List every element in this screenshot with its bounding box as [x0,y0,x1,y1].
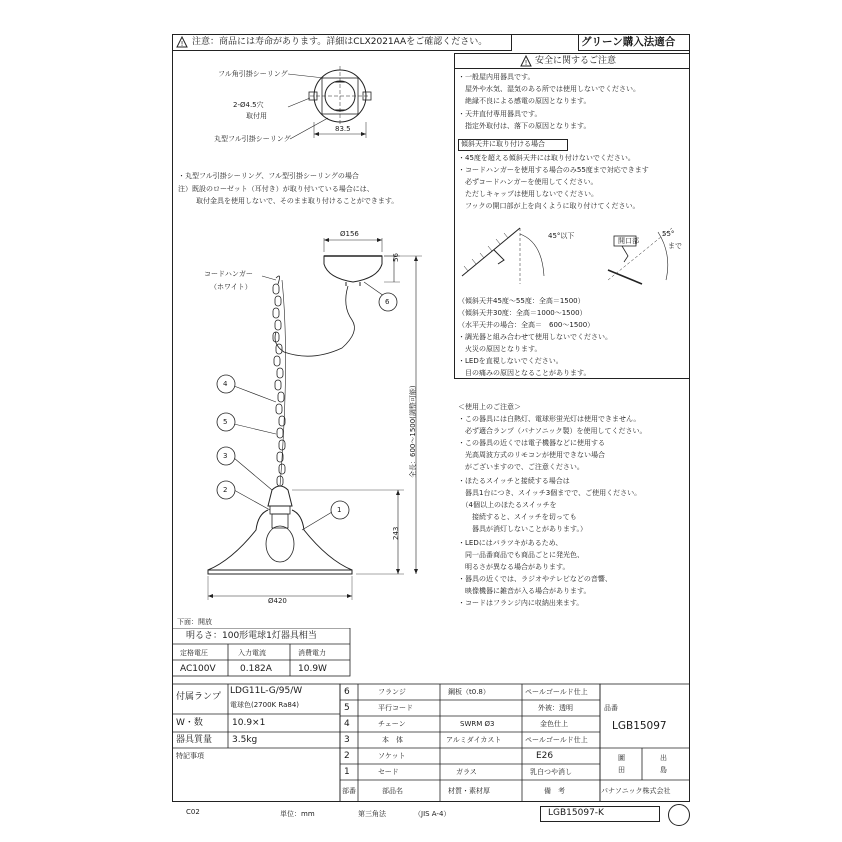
spec-value-power: 10.9W [298,664,327,674]
usage-line-7: （4個以上のほたるスイッチを [458,501,557,509]
part-note-2: E26 [536,751,554,761]
bottom-open-label: 下面：開放 [177,618,212,626]
header-part-no: 部番 [342,787,356,795]
usage-line-2: ・この器具の近くでは電子機器などに使用する [458,439,605,447]
drawn-value: 出 [660,754,667,762]
length-line-2: （水平天井の場合：全高＝ 600～1500） [458,321,595,329]
drawing-no: LGB15097-K [548,808,604,818]
header-material: 材質・素材厚 [448,787,490,795]
notice-text: 注意：商品には寿命があります。詳細はCLX2021AAをご確認ください。 [192,37,488,47]
spec-header-power: 消費電力 [298,649,326,657]
special-notes-label: 特記事項 [176,752,204,760]
part-name-4: チェーン [378,720,406,728]
slope-line-1: ・コードハンガーを使用する場合のみ55度まで対応できます [458,166,649,174]
warn-line-3: 目の痛みの原因となることがあります。 [458,369,591,377]
spec-value-voltage: AC100V [180,664,216,674]
label-holes-1: 2-Ø4.5穴 [233,101,264,109]
part-material-4: SWRM Ø3 [460,720,495,728]
part-name-3: 本 体 [382,736,403,744]
safety-line-0: ・一般屋内用器具です。 [458,73,535,81]
part-no-1: 1 [344,767,350,777]
usage-line-8: 接続すると、スイッチを切っても [458,513,577,521]
safety-title: 安全に関するご注意 [535,56,617,66]
usage-line-9: 器具が消灯しないことがあります。） [458,525,587,533]
part-no-6: 6 [344,687,350,697]
mass-label: 器具質量 [176,735,213,745]
length-line-0: （傾斜天井45度～55度：全高＝1500） [458,297,585,305]
part-no-3: 3 [344,735,350,745]
slope-title: 傾斜天井に取り付ける場合 [461,140,545,148]
lamp-model: LDG11L-G/95/W [230,686,303,696]
usage-title: ＜使用上のご注意＞ [458,403,521,411]
usage-line-12: 明るさが異なる場合があります。 [458,563,570,571]
part-note-6: ペールゴールド仕上 [525,688,588,696]
cord-hanger-label-1: コードハンガー [204,270,253,278]
watt-value: 10.9×1 [232,718,266,728]
callout-2: 2 [223,486,228,494]
product-no-label: 品番 [604,704,618,712]
ceiling-note-3: 取付金具を使用しないで、そのまま取り付けることができます。 [196,197,399,205]
slope-line-4: フックの開口部が上を向くように取り付けてください。 [458,202,640,210]
usage-line-4: がございますので、ご注意ください。 [458,463,584,471]
label-holes-2: 取付用 [246,112,267,120]
spec-header-voltage: 定格電圧 [180,649,208,657]
company-name: パナソニック株式会社 [601,787,671,795]
usage-line-6: 器具1台につき、スイッチ3個までで、ご使用ください。 [458,489,642,497]
dim-243: 243 [392,526,400,540]
part-material-6: 鋼板（t0.8） [448,688,490,696]
checked-label: 田 [618,766,625,774]
callout-4: 4 [223,380,228,388]
ceiling-detail-drawing [172,52,452,162]
ceiling-note-1: ・丸型フル引掛シーリング、フル型引掛シーリングの場合 [178,172,359,180]
checked-value: 島 [660,766,667,774]
lamp-label: 付属ランプ [176,692,222,702]
part-name-2: ソケット [378,752,406,760]
footer-code: C02 [186,808,200,816]
revision-circle [668,804,690,826]
safety-line-3: ・天井直付専用器具です。 [458,110,542,118]
ceiling-note-2: 注）既設のローゼット（耳付き）が取り付いている場合には、 [178,185,374,193]
svg-text:!: ! [524,59,528,67]
header-part-name: 部品名 [382,787,403,795]
angle-55-sub: まで [668,242,682,250]
part-no-4: 4 [344,719,350,729]
cord-hanger-label-2: （ホワイト） [210,283,252,291]
footer-projection: 第三角法 [358,810,386,818]
part-no-5: 5 [344,703,350,713]
drawn-label: 圖 [618,754,625,762]
usage-line-5: ・ほたるスイッチと接続する場合は [458,477,570,485]
green-purchase-label: グリーン購入法適合 [581,36,676,48]
usage-line-10: ・LEDにはバラツキがあるため、 [458,539,563,547]
warning-icon [176,36,188,48]
part-name-6: フランジ [378,688,406,696]
brightness-text: 明るさ：100形電球1灯器具相当 [186,631,317,641]
svg-text:!: ! [180,40,184,48]
slope-line-0: ・45度を超える傾斜天井には取り付けないでください。 [458,154,635,162]
length-line-1: （傾斜天井30度：全高＝1000～1500） [458,309,587,317]
angle-45-label: 45°以下 [548,232,575,240]
part-name-1: セード [378,768,399,776]
part-name-5: 平行コード [378,704,413,712]
dim-83-5: 83.5 [335,125,351,133]
header-note: 備 考 [544,787,565,795]
product-no: LGB15097 [612,720,667,732]
part-material-3: アルミダイカスト [446,736,502,744]
usage-line-13: ・器具の近くでは、ラジオやテレビなどの音響、 [458,575,612,583]
spec-value-current: 0.182A [240,664,272,674]
slope-line-3: ただしキャップは使用しないでください。 [458,190,598,198]
warning-icon [520,55,532,67]
part-note-4: 金色仕上 [540,720,568,728]
callout-6: 6 [385,298,390,306]
mass-value: 3.5kg [232,735,258,745]
slope-line-2: 必ずコードハンガーを使用してください。 [458,178,598,186]
label-full-ceiling: フル角引掛シーリング [218,70,288,78]
warn-line-2: ・LEDを直視しないでください。 [458,357,563,365]
footer-unit: 単位：mm [280,810,315,818]
lamp-color: 電球色(2700K Ra84) [230,701,299,709]
warn-line-0: ・調光器と組み合わせて使用しないでください。 [458,333,612,341]
callout-5: 5 [223,418,228,426]
dim-420: Ø420 [268,597,287,605]
part-no-2: 2 [344,751,350,761]
safety-line-1: 屋外や水気、湿気のある所では使用しないでください。 [458,85,640,93]
label-round-ceiling: 丸型フル引掛シーリング [214,135,291,143]
angle-55-label: 55° [662,230,675,238]
part-note-3: ペールゴールド仕上 [525,736,588,744]
part-note-1: 乳白つや消し [530,768,572,776]
total-length-dim: 全長：600～1500(調整可能) [409,385,417,478]
hook-opening-label: 開口部 [618,237,639,245]
safety-line-2: 絶縁不良による感電の原因となります。 [458,97,591,105]
dim-156: Ø156 [340,230,359,238]
dim-56: 56 [392,253,400,262]
slope-diagram [458,214,686,294]
watt-label: W・数 [176,718,203,728]
safety-line-4: 指定外取付は、落下の原因となります。 [458,122,591,130]
footer-standard: （JIS A-4） [414,810,451,818]
usage-line-14: 映像機器に雑音が入る場合があります。 [458,587,591,595]
usage-line-11: 同一品番商品でも商品ごとに発光色、 [458,551,584,559]
part-note-5: 外被：透明 [538,704,573,712]
callout-1: 1 [337,506,342,514]
part-material-1: ガラス [456,768,477,776]
warn-line-1: 火災の原因となります。 [458,345,542,353]
usage-line-0: ・この器具には白熱灯、電球形蛍光灯は使用できません。 [458,415,641,423]
spec-header-current: 入力電流 [238,649,266,657]
callout-3: 3 [223,452,228,460]
usage-line-3: 光高周波方式のリモコンが使用できない場合 [458,451,605,459]
usage-line-1: 必ず適合ランプ（パナソニック製）を使用してください。 [458,427,647,435]
usage-line-15: ・コードはフランジ内に収納出来ます。 [458,599,584,607]
